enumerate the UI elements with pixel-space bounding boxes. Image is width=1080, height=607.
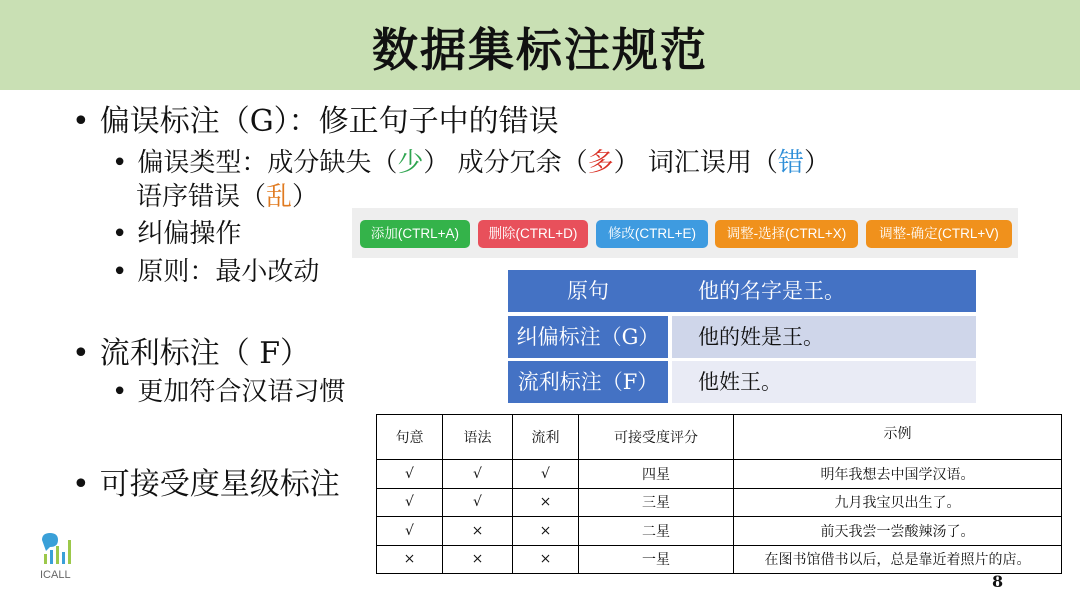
bullet-dot: •	[112, 148, 128, 178]
cell-fluency: √	[513, 460, 579, 489]
principle-item	[112, 256, 319, 288]
page-number: 8	[992, 572, 1004, 591]
fluency-sub-label: 更加符合汉语习惯	[137, 377, 346, 407]
cell-example: 明年我想去中国学汉语。	[734, 460, 1062, 489]
header-example: 示例	[734, 415, 1062, 460]
error-types-line	[112, 147, 830, 179]
comparison-label: 原句	[508, 270, 668, 312]
cell-grammar: √	[443, 488, 513, 517]
cell-meaning: √	[377, 517, 443, 546]
cell-meaning: √	[377, 488, 443, 517]
comparison-value: 他姓王。	[672, 361, 976, 403]
word-order-mark: 乱	[266, 182, 293, 212]
cell-score: 四星	[579, 460, 734, 489]
error-types-mid2: ） 词汇误用（	[613, 148, 778, 178]
table-row	[377, 488, 1062, 517]
error-types-end: ）	[803, 148, 830, 178]
bullet-dot: •	[112, 257, 128, 287]
delete-button[interactable]: 删除(CTRL+D)	[478, 220, 588, 248]
cell-meaning: √	[377, 460, 443, 489]
error-types-mid1: ） 成分冗余（	[423, 148, 588, 178]
cell-grammar: ×	[443, 517, 513, 546]
lexical-mark: 错	[777, 148, 804, 178]
cell-grammar: ×	[443, 545, 513, 574]
header-grammar: 语法	[443, 415, 513, 460]
modify-button[interactable]: 修改(CTRL+E)	[596, 220, 708, 248]
principle-label: 原则：最小改动	[137, 257, 320, 287]
fluency-annotation-label: 流利标注（ F）	[99, 336, 311, 371]
comparison-row	[508, 361, 976, 403]
adjust-select-button[interactable]: 调整-选择(CTRL+X)	[715, 220, 858, 248]
cell-score: 二星	[579, 517, 734, 546]
comparison-value: 他的名字是王。	[672, 270, 976, 312]
bullet-fluency-annotation	[72, 336, 310, 372]
comparison-label: 纠偏标注（G）	[508, 316, 668, 358]
bullet-dot: •	[72, 336, 90, 371]
header-fluency: 流利	[513, 415, 579, 460]
cell-grammar: √	[443, 460, 513, 489]
annotation-toolbar	[352, 208, 1018, 258]
bullet-dot: •	[112, 219, 128, 249]
table-header-row	[377, 415, 1062, 460]
add-button[interactable]: 添加(CTRL+A)	[360, 220, 470, 248]
table-row	[377, 517, 1062, 546]
header-score: 可接受度评分	[579, 415, 734, 460]
cell-meaning: ×	[377, 545, 443, 574]
cell-example: 在图书馆借书以后，总是靠近着照片的店。	[734, 545, 1062, 574]
acceptability-table	[376, 414, 1062, 574]
word-order-prefix: 语序错误（	[136, 182, 267, 212]
logo-text: ICALL	[40, 569, 71, 581]
bullet-dot: •	[112, 377, 128, 407]
bullet-dot: •	[72, 467, 90, 502]
comparison-row	[508, 270, 976, 312]
bullet-acceptability-rating	[72, 467, 340, 503]
adjust-confirm-button[interactable]: 调整-确定(CTRL+V)	[866, 220, 1012, 248]
cell-score: 三星	[579, 488, 734, 517]
cell-fluency: ×	[513, 545, 579, 574]
correction-operation-label: 纠偏操作	[137, 219, 242, 249]
cell-fluency: ×	[513, 488, 579, 517]
cell-example: 九月我宝贝出生了。	[734, 488, 1062, 517]
cell-example: 前天我尝一尝酸辣汤了。	[734, 517, 1062, 546]
comparison-value: 他的姓是王。	[672, 316, 976, 358]
header-meaning: 句意	[377, 415, 443, 460]
error-types-prefix: 偏误类型：成分缺失（	[137, 148, 398, 178]
bullet-dot: •	[72, 104, 90, 139]
table-row	[377, 545, 1062, 574]
word-order-end: ）	[292, 182, 319, 212]
comparison-row	[508, 316, 976, 358]
acceptability-label: 可接受度星级标注	[99, 467, 340, 502]
slide-title: 数据集标注规范	[372, 23, 708, 77]
missing-mark: 少	[397, 148, 424, 178]
correction-operation-item	[112, 218, 241, 250]
redundant-mark: 多	[587, 148, 614, 178]
bullet-error-annotation	[72, 104, 559, 140]
error-annotation-label: 偏误标注（G）：修正句子中的错误	[99, 104, 559, 139]
comparison-label: 流利标注（F）	[508, 361, 668, 403]
table-row	[377, 460, 1062, 489]
cell-score: 一星	[579, 545, 734, 574]
cell-fluency: ×	[513, 517, 579, 546]
word-order-line	[136, 181, 318, 213]
fluency-sub-item	[112, 376, 345, 408]
